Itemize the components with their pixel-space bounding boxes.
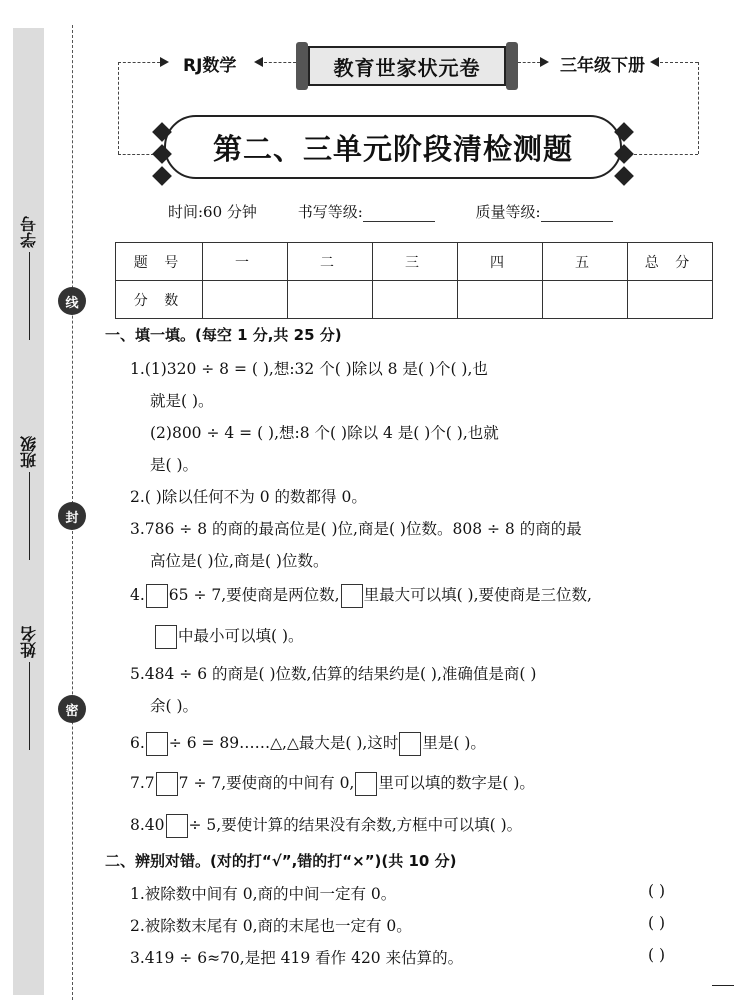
quality-grade: [476, 201, 613, 222]
table-header-cell: 总 分: [628, 243, 713, 281]
question-line: 5.484 ÷ 6 的商是( )位数,估算的结果约是( ),准确值是商( ): [130, 665, 537, 683]
question-line: [154, 624, 304, 649]
answer-box[interactable]: [355, 772, 377, 796]
name-field[interactable]: [15, 600, 43, 750]
score-table: [115, 242, 713, 319]
question-line: 2.( )除以任何不为 0 的数都得 0。: [130, 488, 367, 506]
question-text: ÷ 6 = 89……△,△最大是( ),这时: [168, 734, 399, 752]
scroll-roll: [296, 42, 308, 90]
header-dash: [264, 62, 296, 63]
seal-mi: 密: [58, 695, 86, 723]
scroll-roll: [506, 42, 518, 90]
score-table-score-row: [116, 281, 713, 319]
judge-item: 3.419 ÷ 6≈70,是把 419 看作 420 来估算的。: [130, 949, 464, 967]
score-cell[interactable]: [203, 281, 288, 319]
table-header-cell: 四: [458, 243, 543, 281]
table-header-cell: 一: [203, 243, 288, 281]
brand-banner-text: 教育世家状元卷: [308, 46, 506, 86]
score-cell[interactable]: [288, 281, 373, 319]
question-line: 1.(1)320 ÷ 8 = ( ),想:32 个( )除以 8 是( )个( ),也: [130, 360, 488, 378]
score-cell[interactable]: [458, 281, 543, 319]
header-dash: [118, 154, 154, 155]
question-text: 里是( )。: [422, 734, 486, 752]
header-dash: [518, 62, 540, 63]
question-number: 6.: [130, 734, 145, 752]
answer-box[interactable]: [146, 732, 168, 756]
quality-grade-blank[interactable]: [541, 207, 613, 222]
judge-answer[interactable]: ( ): [648, 946, 666, 964]
judge-item: 1.被除数中间有 0,商的中间一定有 0。: [130, 885, 397, 903]
question-number: 4.: [130, 586, 145, 604]
score-table-header-row: [116, 243, 713, 281]
exam-title: 第二、三单元阶段清检测题: [164, 115, 622, 179]
question-number: 7.7: [130, 774, 155, 792]
question-6: [130, 731, 486, 756]
seal-feng: 封: [58, 502, 86, 530]
table-header-cell: 三: [373, 243, 458, 281]
answer-box[interactable]: [399, 732, 421, 756]
header-dash: [118, 62, 160, 63]
arrow-icon: [540, 57, 549, 67]
answer-box[interactable]: [155, 625, 177, 649]
header-dash: [698, 62, 699, 154]
student-id-label: 学号: [19, 216, 39, 248]
section-2-title: 二、辨别对错。(对的打“√”,错的打“×”)(共 10 分): [105, 852, 457, 870]
table-header-cell: 五: [543, 243, 628, 281]
class-field[interactable]: [15, 410, 43, 560]
student-id-blank[interactable]: [28, 252, 31, 340]
arrow-icon: [254, 57, 263, 67]
answer-box[interactable]: [341, 584, 363, 608]
score-row-label: 分 数: [116, 281, 203, 319]
question-line: 就是( )。: [150, 392, 214, 410]
judge-item: 2.被除数末尾有 0,商的末尾也一定有 0。: [130, 917, 412, 935]
score-cell[interactable]: [543, 281, 628, 319]
time-limit: 时间:60 分钟: [168, 203, 257, 221]
question-7: [130, 771, 535, 796]
name-label: 姓名: [19, 626, 39, 658]
answer-box[interactable]: [146, 584, 168, 608]
score-cell[interactable]: [628, 281, 713, 319]
writing-grade-label: 书写等级:: [297, 203, 363, 221]
diamond-icon: [152, 166, 172, 186]
answer-box[interactable]: [166, 814, 188, 838]
section-1-title: 一、填一填。(每空 1 分,共 25 分): [105, 326, 342, 344]
arrow-icon: [160, 57, 169, 67]
judge-answer[interactable]: ( ): [648, 914, 666, 932]
grade-tag: 三年级下册: [560, 56, 645, 76]
student-id-field[interactable]: [15, 200, 43, 340]
subject-tag: RJ数学: [183, 56, 237, 76]
score-cell[interactable]: [373, 281, 458, 319]
writing-grade: [298, 201, 435, 222]
question-line: (2)800 ÷ 4 = ( ),想:8 个( )除以 4 是( )个( ),也就: [150, 424, 499, 442]
question-text: 65 ÷ 7,要使商是两位数,: [168, 586, 340, 604]
table-header-cell: 题 号: [116, 243, 203, 281]
table-header-cell: 二: [288, 243, 373, 281]
name-blank[interactable]: [28, 662, 31, 750]
question-text: 里可以填的数字是( )。: [378, 774, 535, 792]
question-line: 高位是( )位,商是( )位数。: [150, 552, 329, 570]
writing-grade-blank[interactable]: [363, 207, 435, 222]
question-text: 里最大可以填( ),要使商是三位数,: [363, 586, 592, 604]
header-dash: [118, 62, 119, 154]
page-edge-mark: [712, 985, 734, 986]
arrow-icon: [650, 57, 659, 67]
header-dash: [660, 62, 698, 63]
question-line: 3.786 ÷ 8 的商的最高位是( )位,商是( )位数。808 ÷ 8 的商的最: [130, 520, 582, 538]
quality-grade-label: 质量等级:: [475, 203, 541, 221]
class-blank[interactable]: [28, 472, 31, 560]
class-label: 班级: [19, 436, 39, 468]
question-line: 余( )。: [150, 697, 199, 715]
question-4: [130, 583, 592, 608]
question-text: 中最小可以填( )。: [178, 627, 304, 645]
brand-banner: [296, 42, 518, 90]
answer-box[interactable]: [156, 772, 178, 796]
judge-answer[interactable]: ( ): [648, 882, 666, 900]
question-number: 8.40: [130, 816, 165, 834]
header-dash: [634, 154, 698, 155]
question-8: [130, 813, 522, 838]
seal-xian: 线: [58, 287, 86, 315]
question-text: 7 ÷ 7,要使商的中间有 0,: [178, 774, 355, 792]
diamond-icon: [614, 166, 634, 186]
exam-meta: [168, 201, 688, 222]
question-line: 是( )。: [150, 456, 199, 474]
question-text: ÷ 5,要使计算的结果没有余数,方框中可以填( )。: [188, 816, 523, 834]
